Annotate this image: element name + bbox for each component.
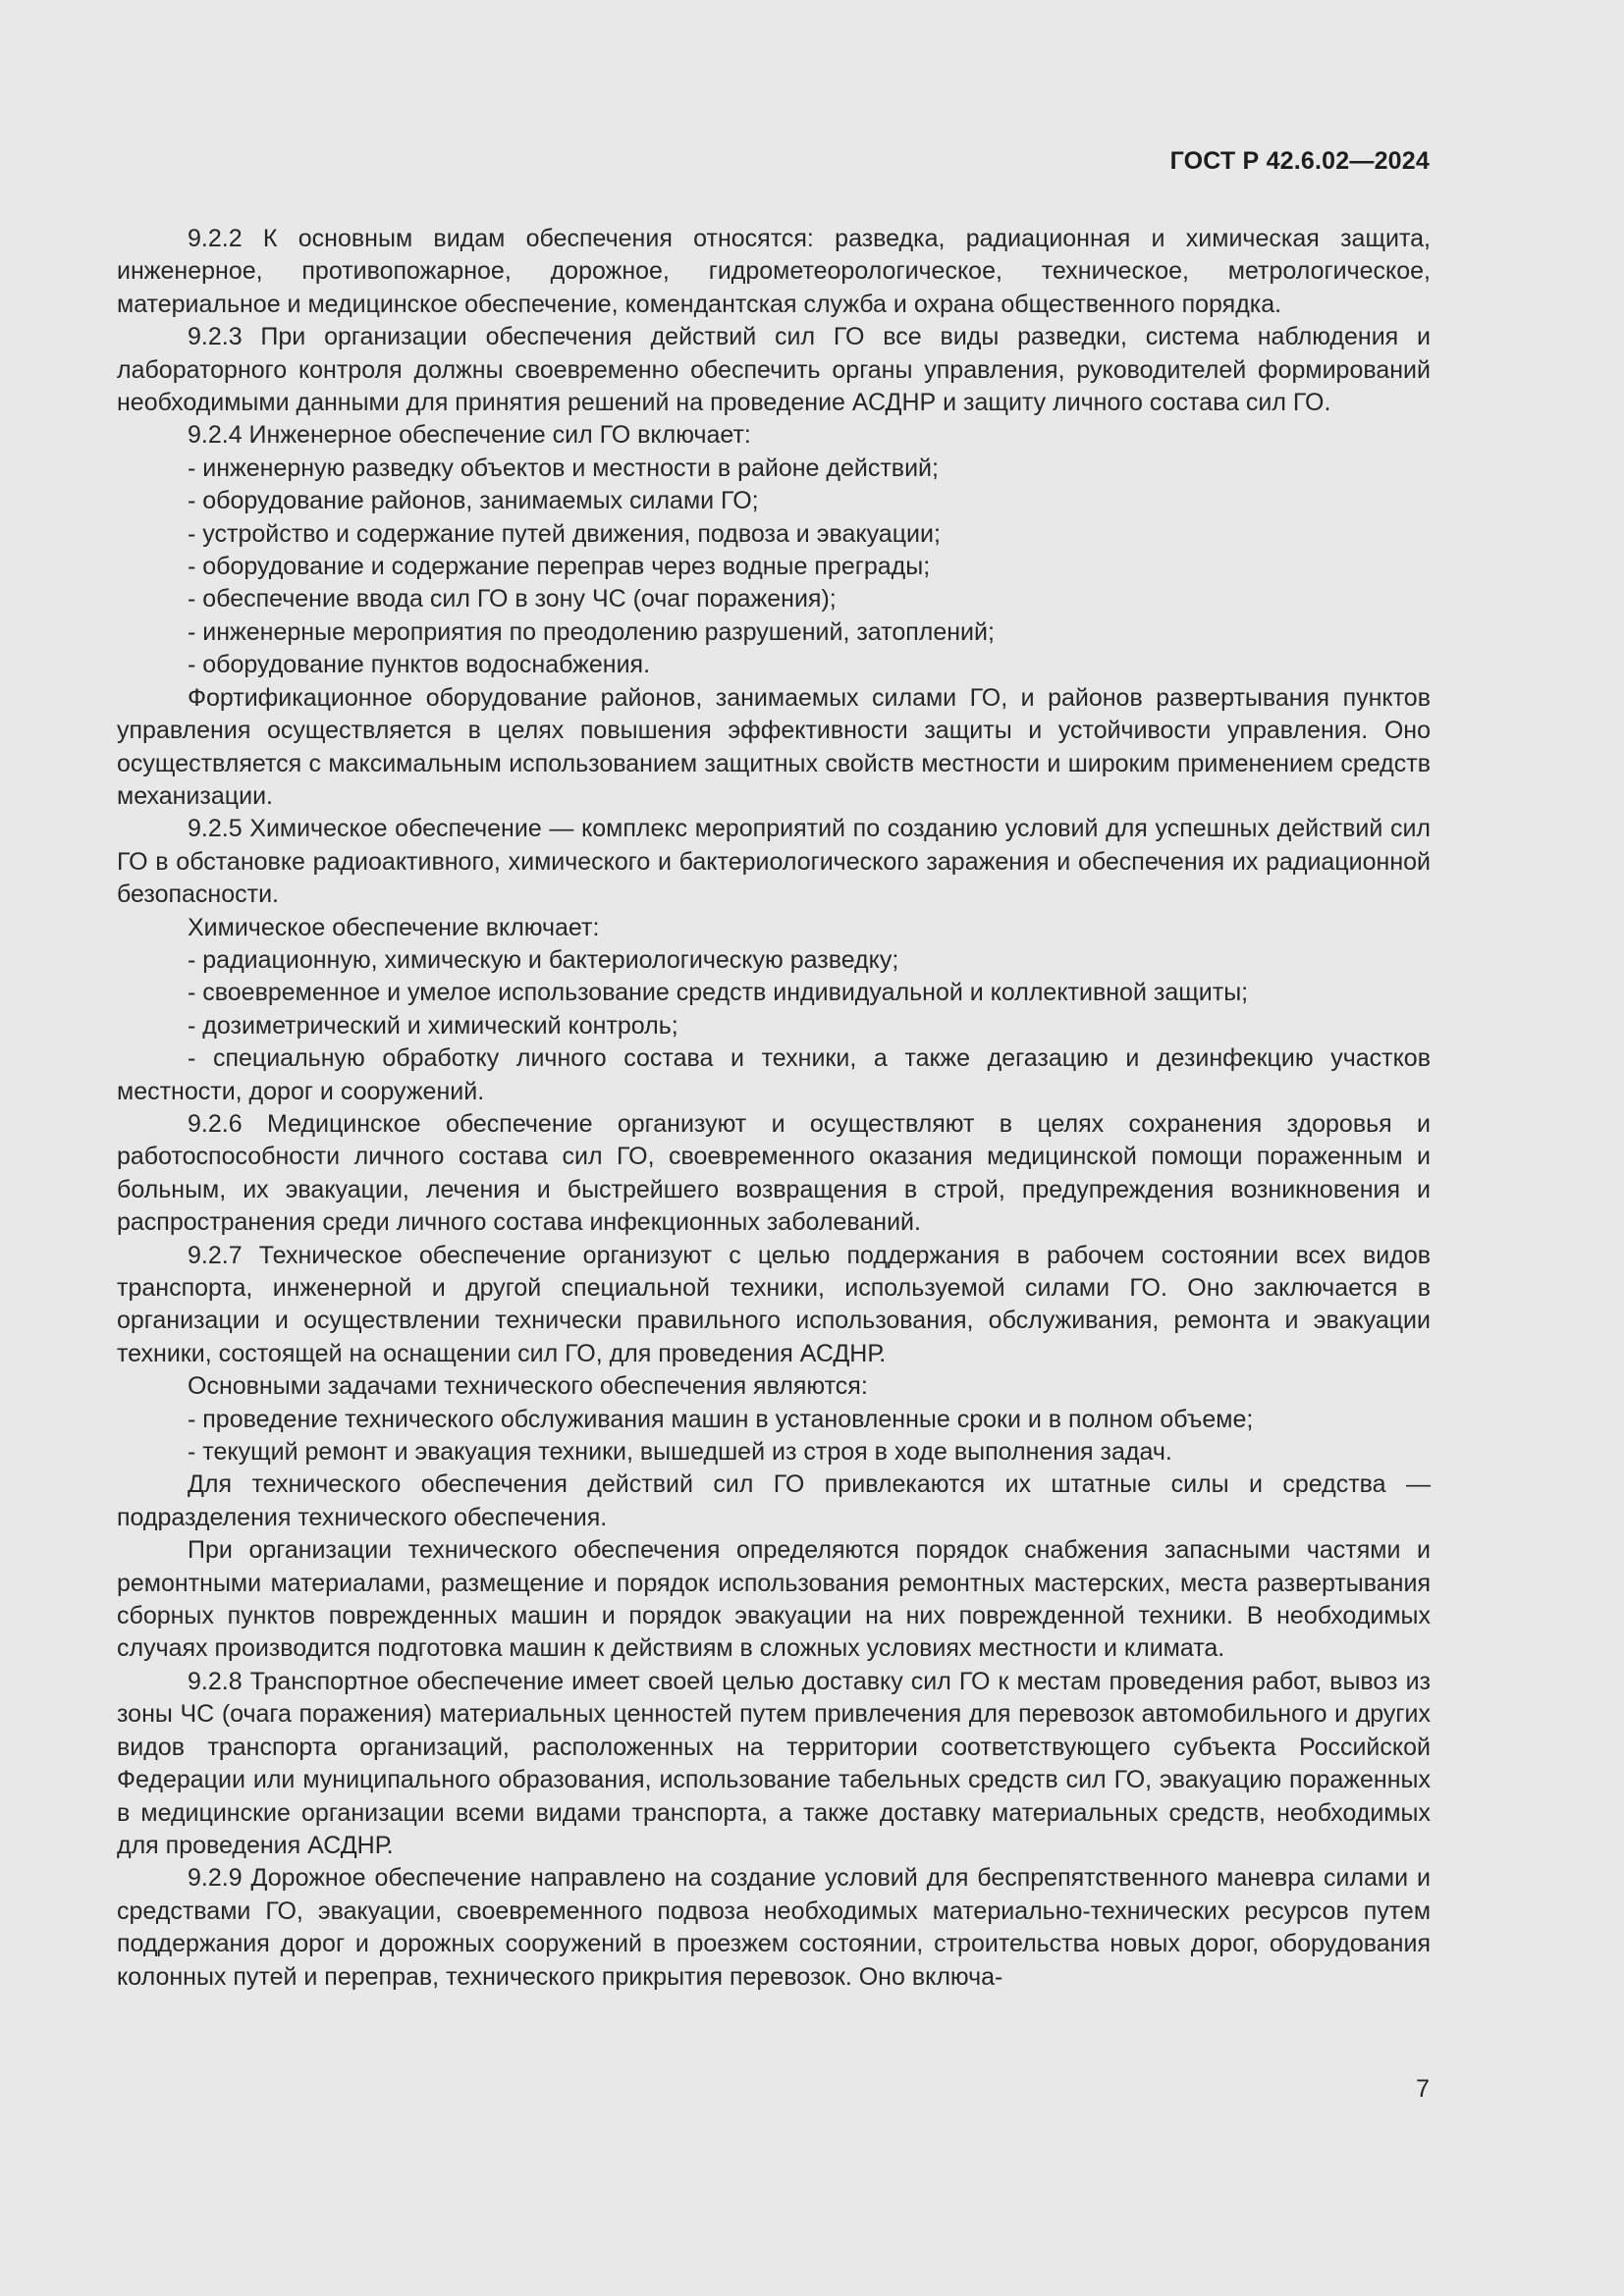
page-number: 7 — [1416, 2075, 1430, 2103]
paragraph-fortification: Фортификационное оборудование районов, занимаемых силами ГО, и районов развертывания пунктов управления осуществляется в целях повышения эффективности защиты и устойчивости управления. Оно осуществляется с максимальным использованием защитных свойств местности и широким применением средств механизации. — [117, 683, 1431, 810]
paragraph-tech-forces: Для технического обеспечения действий сил ГО привлекаются их штатные силы и средства — подразделения технического обеспечения. — [117, 1470, 1431, 1531]
list-item-engineering: - оборудование и содержание переправ через водные преграды; — [188, 553, 931, 581]
document-code-header: ГОСТ Р 42.6.02—2024 — [1169, 147, 1430, 175]
list-item-chemical: - радиационную, химическую и бактериологическую разведку; — [188, 945, 899, 974]
paragraph-9-2-3: 9.2.3 При организации обеспечения действий сил ГО все виды разведки, система наблюдения и лабораторного контроля должны своевременно обеспечить органы управления, руководителей формирований необходимыми данными для принятия решений на проведение АСДНР и защиту личного состава сил ГО. — [117, 323, 1431, 417]
list-item-engineering: - оборудование пунктов водоснабжения. — [188, 651, 651, 679]
paragraph-9-2-5: 9.2.5 Химическое обеспечение — комплекс мероприятий по созданию условий для успешных действий сил ГО в обстановке радиоактивного, химического и бактериологического заражения и обеспечения их радиационной безопасности. — [117, 815, 1431, 909]
paragraph-chemical-includes: Химическое обеспечение включает: — [188, 913, 600, 941]
list-item-engineering: - устройство и содержание путей движения, подвоза и эвакуации; — [188, 519, 941, 548]
list-item-chemical: - дозиметрический и химический контроль; — [188, 1011, 678, 1040]
list-item-engineering: - инженерную разведку объектов и местности в районе действий; — [188, 454, 939, 482]
list-item-engineering: - инженерные мероприятия по преодолению разрушений, затоплений; — [188, 617, 995, 646]
paragraph-9-2-4: 9.2.4 Инженерное обеспечение сил ГО включает: — [188, 421, 751, 450]
paragraph-9-2-7: 9.2.7 Техническое обеспечение организуют с целью поддержания в рабочем состоянии всех видов транспорта, инженерной и другой специальной техники, используемой силами ГО. Оно заключается в организации и осуществлении технически правильного использования, обслуживания, ремонта и эвакуации техники, состоящей на оснащении сил ГО, для проведения АСДНР. — [117, 1241, 1431, 1367]
list-item-tech: - проведение технического обслуживания машин в установленные сроки и в полном объеме; — [188, 1405, 1254, 1433]
list-item-engineering: - обеспечение ввода сил ГО в зону ЧС (очаг поражения); — [188, 585, 837, 614]
list-item-chemical: - своевременное и умелое использование средств индивидуальной и коллективной защиты; — [188, 979, 1249, 1007]
document-body — [117, 223, 1431, 1994]
paragraph-9-2-2: 9.2.2 К основным видам обеспечения относятся: разведка, радиационная и химическая защита, инженерное, противопожарное, дорожное, гидрометеорологическое, техническое, метрологическое, материальное и медицинское обеспечение, комендантская служба и охрана общественного порядка. — [117, 225, 1431, 318]
paragraph-tech-organization: При организации технического обеспечения определяются порядок снабжения запасными частями и ремонтными материалами, размещение и порядок использования ремонтных мастерских, места развертывания сборных пунктов поврежденных машин и порядок эвакуации на них поврежденной техники. В необходимых случаях производится подготовка машин к действиям в сложных условиях местности и климата. — [117, 1536, 1431, 1663]
list-item-tech: - текущий ремонт и эвакуация техники, вышедшей из строя в ходе выполнения задач. — [188, 1438, 1172, 1467]
paragraph-9-2-8: 9.2.8 Транспортное обеспечение имеет своей целью доставку сил ГО к местам проведения работ, вывоз из зоны ЧС (очага поражения) материальных ценностей путем привлечения для перевозок автомобильного и других видов транспорта организаций, расположенных на территории соответствующего субъекта Российской Федерации или муниципального образования, использование табельных средств сил ГО, эвакуацию пораженных в медицинские организации всеми видами транспорта, а также доставку материальных средств, необходимых для проведения АСДНР. — [117, 1667, 1431, 1859]
paragraph-9-2-6: 9.2.6 Медицинское обеспечение организуют и осуществляют в целях сохранения здоровья и работоспособности личного состава сил ГО, своевременного оказания медицинской помощи пораженным и больным, их эвакуации, лечения и быстрейшего возвращения в строй, предупреждения возникновения и распространения среди личного состава инфекционных заболеваний. — [117, 1109, 1431, 1237]
list-item-chemical-wrapped: - специальную обработку личного состава и техники, а также дегазацию и дезинфекцию участков местности, дорог и сооружений. — [117, 1044, 1431, 1105]
paragraph-9-2-9: 9.2.9 Дорожное обеспечение направлено на создание условий для беспрепятственного маневра силами и средствами ГО, эвакуации, своевременного подвоза необходимых материально-технических ресурсов путем поддержания дорог и дорожных сооружений в проезжем состоянии, строительства новых дорог, оборудования колонных путей и переправ, технического прикрытия перевозок. Оно включа- — [117, 1864, 1431, 1991]
list-item-engineering: - оборудование районов, занимаемых силами ГО; — [188, 487, 759, 515]
paragraph-tech-tasks: Основными задачами технического обеспечения являются: — [188, 1372, 868, 1401]
